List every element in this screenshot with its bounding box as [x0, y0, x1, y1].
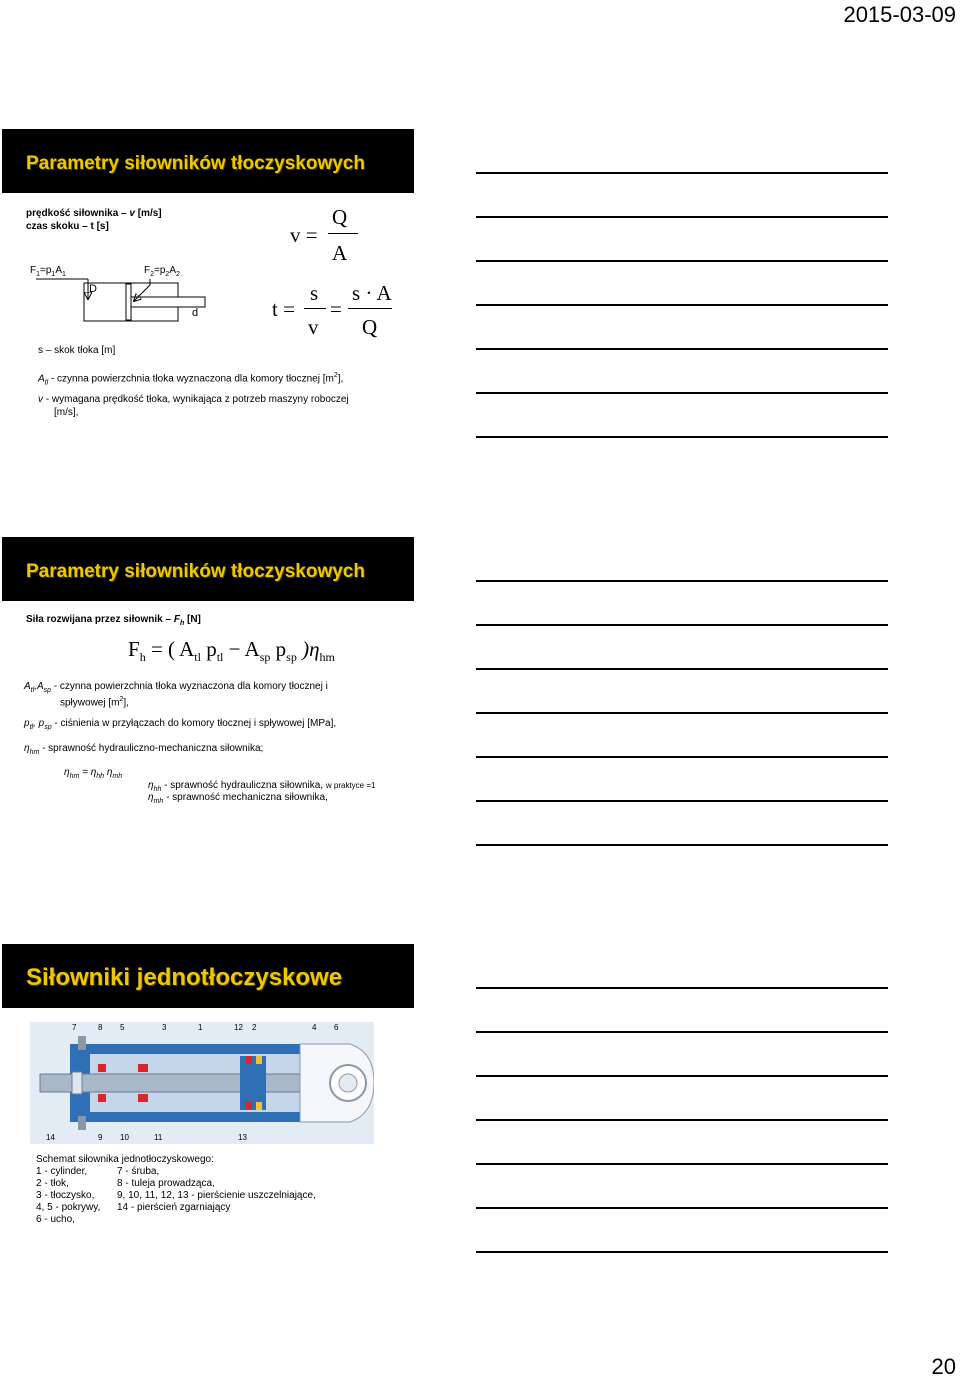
diameter-D-label: D: [89, 283, 97, 295]
eq1-fraction-bar: [328, 233, 358, 234]
diameter-d-label: d: [192, 307, 199, 319]
eq2-lhs: t =: [272, 297, 295, 321]
eq1-numerator: Q: [332, 205, 348, 229]
time-label: czas skoku – t [s]: [26, 221, 109, 232]
notes-lines-1: [476, 172, 888, 480]
caption-left-1: 1 - cylinder,: [36, 1166, 88, 1177]
pressure-definition: $p_{tl}$, $p_{sp}$ - ciśnienia w przyłączach do komory tłocznej i spływowej [MPa],: [24, 718, 337, 731]
slide-3-header: [2, 944, 414, 1008]
efficiency-equation: $\eta_{hm} = \eta_{hh}$ $\eta_{mh}$: [64, 767, 123, 780]
eq2-num1: s: [310, 281, 319, 305]
mechanical-efficiency-definition: $\eta_{mh}$ - sprawność mechaniczna siłownika,: [148, 792, 328, 805]
part-number-4: 4: [312, 1023, 317, 1032]
caption-right-3: 9, 10, 11, 12, 13 - pierścienie uszczelniające,: [117, 1190, 316, 1201]
caption-title: Schemat siłownika jednotłoczyskowego:: [36, 1154, 214, 1165]
slide-3-title: Siłowniki jednotłoczyskowe: [26, 964, 343, 991]
eq2-equals: =: [330, 297, 342, 321]
v-definition-line1: v - wymagana prędkość tłoka, wynikająca z potrzeb maszyny roboczej: [38, 394, 349, 405]
slide-1-title: Parametry siłowników tłoczyskowych: [26, 153, 365, 174]
part-number-11: 11: [154, 1133, 163, 1142]
cylinder-cross-section-drawing: [30, 1022, 374, 1144]
cylinder-diagram: [30, 275, 210, 323]
caption-left-4: 4, 5 - pokrywy,: [36, 1202, 101, 1213]
caption-right-4: 14 - pierścień zgarniający: [117, 1202, 231, 1213]
force-label: Siła rozwijana przez siłownik – $F_h$ [N]: [26, 614, 201, 627]
eq1-lhs: v =: [290, 223, 318, 247]
slide-1-header: [2, 129, 414, 193]
part-number-3: 3: [162, 1023, 167, 1032]
f2-label: $F_2=p_2A_2$: [144, 265, 180, 278]
eq2-fraction-bar-1: [304, 308, 326, 309]
slide-1: [2, 129, 414, 454]
caption-left-5: 6 - ucho,: [36, 1214, 75, 1225]
part-number-2: 2: [252, 1023, 257, 1032]
part-number-5: 5: [120, 1023, 125, 1032]
part-number-14: 14: [46, 1133, 55, 1142]
header-date: 2015-03-09: [843, 2, 956, 27]
notes-lines-3: [476, 987, 888, 1295]
a-definition: $A_{tl}$ - czynna powierzchnia tłoka wyznaczona dla komory tłocznej $[m^2]$,: [38, 372, 344, 387]
part-number-13: 13: [238, 1133, 247, 1142]
cylinder-cross-section-image: [30, 1022, 374, 1144]
slide-3: [2, 944, 414, 1269]
caption-right-1: 7 - śruba,: [117, 1166, 160, 1177]
force-equation: $F_h$ = ( $A_{tl}$ $p_{tl} - A_{sp}$ $p_{sp}$ )$\eta_{hm}$: [128, 637, 335, 665]
caption-left-3: 3 - tłoczysko,: [36, 1190, 95, 1201]
page-number: 20: [931, 1354, 956, 1379]
part-number-12: 12: [234, 1023, 243, 1032]
eq2-fraction-bar-2: [348, 308, 392, 309]
part-number-1: 1: [198, 1023, 203, 1032]
caption-left-2: 2 - tłok,: [36, 1178, 69, 1189]
slide-2-title: Parametry siłowników tłoczyskowych: [26, 561, 365, 582]
hydraulic-efficiency-definition: $\eta_{hh}$ - sprawność hydrauliczna siłownika, w praktyce =1: [148, 780, 376, 793]
s-definition: s – skok tłoka [m]: [38, 345, 116, 356]
speed-label: prędkość siłownika – v [m/s]: [26, 208, 162, 219]
efficiency-definition: $\eta_{hm}$ - sprawność hydrauliczno-mechaniczna siłownika;: [24, 743, 264, 756]
slide-2: [2, 537, 414, 862]
f1-label: $F_1=p_1A_1$: [30, 265, 66, 278]
eq2-den1: v: [308, 315, 319, 339]
eq2-den2: Q: [362, 315, 378, 339]
part-number-7: 7: [72, 1023, 77, 1032]
part-number-8: 8: [98, 1023, 103, 1032]
eq2-num2: s · A: [352, 281, 392, 305]
eq1-denominator: A: [332, 241, 348, 265]
area-definition-line2: spływowej $[m^2]$,: [60, 696, 129, 709]
caption-right-2: 8 - tuleja prowadząca,: [117, 1178, 215, 1189]
part-number-6: 6: [334, 1023, 339, 1032]
part-number-10: 10: [120, 1133, 129, 1142]
v-definition-line2: [m/s],: [54, 407, 79, 418]
slide-2-header: [2, 537, 414, 601]
part-number-9: 9: [98, 1133, 103, 1142]
notes-lines-2: [476, 580, 888, 888]
area-definition-line1: $A_{tl},A_{sp}$ - czynna powierzchnia tłoka wyznaczona dla komory tłocznej i: [24, 681, 328, 694]
